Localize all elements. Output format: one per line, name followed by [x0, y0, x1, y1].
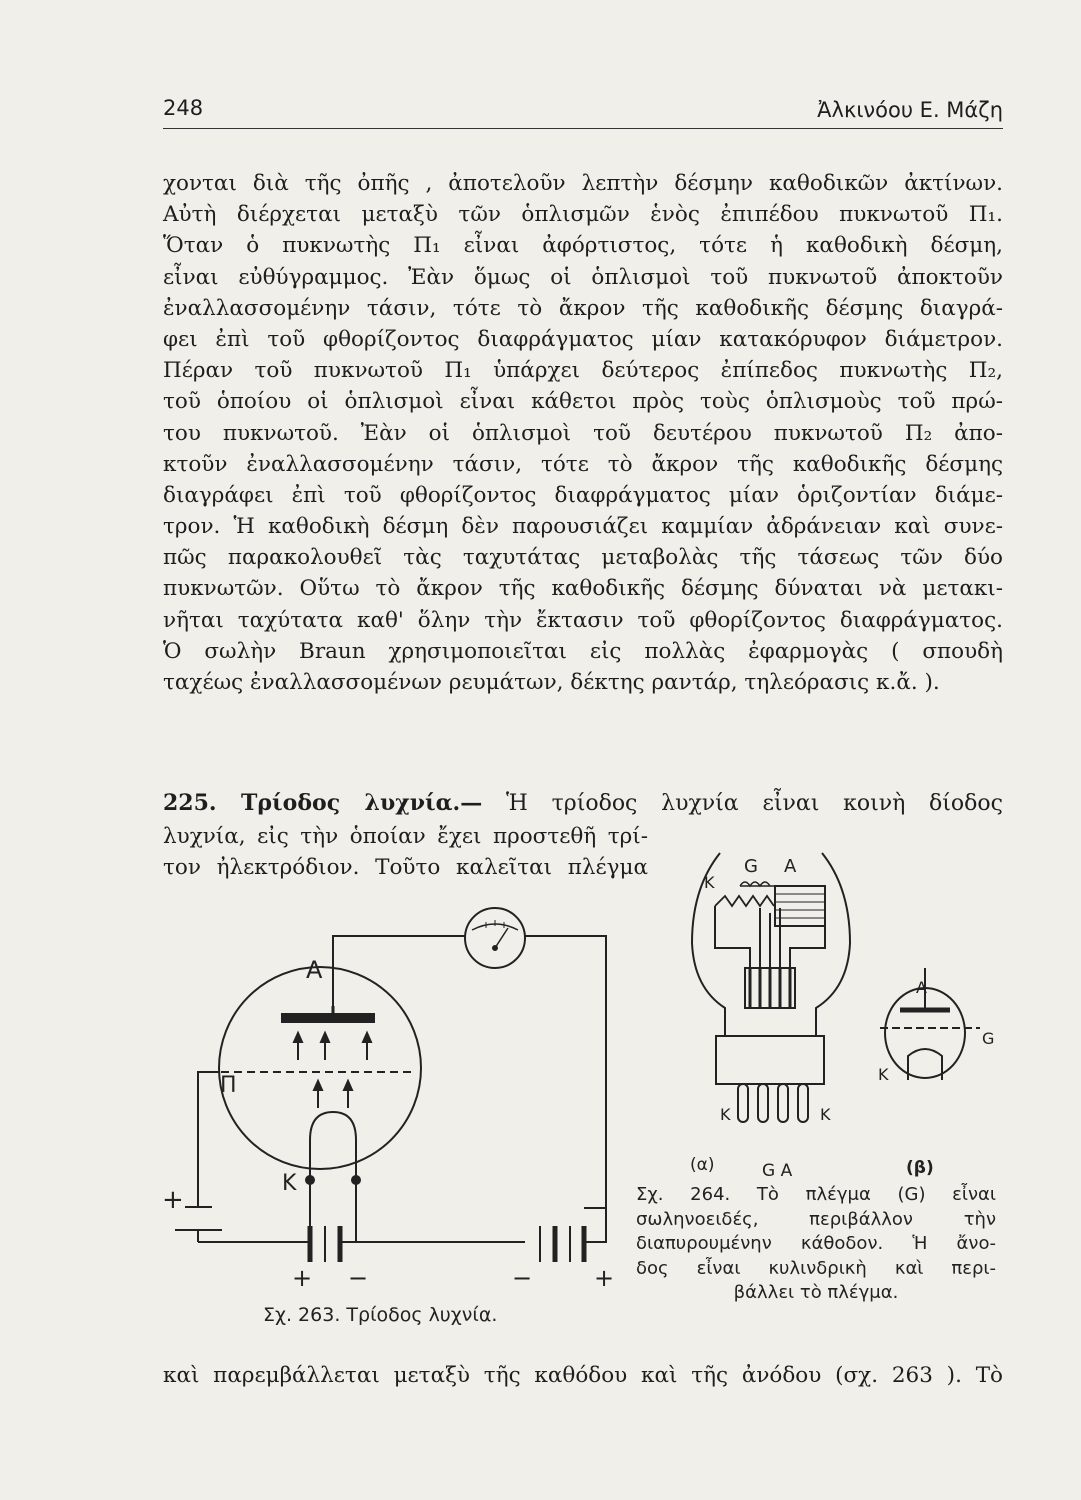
label-b-grid: G	[982, 1029, 995, 1048]
section-continuation	[163, 1360, 1003, 1391]
text-line: ταχέως ἐναλλασσομένων ρευμάτων, δέκτης ραντάρ, τηλεόρασις κ.ἄ. ).	[163, 670, 940, 695]
text-line: καὶ παρεμβάλλεται μεταξὺ τῆς καθόδου καὶ τῆς ἀνόδου (σχ. 263 ). Τὸ	[163, 1363, 1003, 1388]
grid-coil	[740, 882, 775, 886]
header-rule	[163, 128, 1003, 129]
text-line: λυχνία, εἰς τὴν ὁποίαν ἔχει προστεθῆ τρί-	[163, 824, 648, 849]
text-line: πῶς παρακολουθεῖ τὰς ταχυτάτας μεταβολὰς τῆς τάσεως τῶν δύο	[163, 545, 1003, 571]
text-line: νῆται ταχύτατα καθ' ὅλην τὴν ἔκτασιν τοῦ φθορίζοντος διαφράγματος.	[163, 607, 1003, 633]
label-minus-filament: −	[348, 1264, 369, 1292]
text-line: φει ἐπὶ τοῦ φθορίζοντος διαφράγματος μίαν κατακόρυφον διάμετρον.	[163, 326, 1003, 352]
figure-264-tube-construction	[680, 848, 1010, 1183]
figure-264-caption	[636, 1183, 996, 1306]
text-line: χονται διὰ τῆς ὀπῆς , ἀποτελοῦν λεπτὴν δέσμην καθοδικῶν ἀκτίνων.	[163, 171, 1003, 196]
anode-cylinder	[775, 886, 825, 926]
section-first-line	[163, 788, 1003, 819]
section-triode	[163, 788, 1003, 819]
tube-base	[716, 1036, 824, 1084]
section-heading-rest: Ἡ τρίοδος λυχνία εἶναι κοινὴ δίοδος	[505, 791, 1003, 816]
text-line: Ὁ σωλὴν Braun χρησιμοποιεῖται εἰς πολλὰς ἐφαρμογὰς ( σπουδὴ	[163, 638, 1003, 664]
caption-line: Σχ. 264. Τὸ πλέγμα (G) εἶναι	[636, 1184, 996, 1205]
label-pin-k-right: K	[820, 1105, 831, 1124]
label-anode: A	[306, 956, 323, 984]
text-line: Πέραν τοῦ πυκνωτοῦ Π₁ ὑπάρχει δεύτερος ἐπίπεδος πυκνωτὴς Π₂,	[163, 358, 1003, 384]
label-a: A	[784, 856, 797, 877]
paragraph-braun-tube	[163, 168, 1003, 698]
text-line: κτοῦν ἐναλλασσομένην τάσιν, τότε τὸ ἄκρον τῆς καθοδικῆς δέσμης	[163, 451, 1003, 477]
anode-plate	[282, 1014, 374, 1022]
label-b-anode: A	[916, 978, 927, 997]
meter-icon	[465, 908, 525, 968]
label-cathode: K	[282, 1171, 297, 1196]
text-line: ἐναλλασσομένην τάσιν, τότε τὸ ἄκρον τῆς καθοδικῆς δέσμης διαγρά-	[163, 295, 1003, 321]
text-line: του πυκνωτοῦ. Ἐὰν οἱ ὁπλισμοὶ τοῦ δευτέρου πυκνωτοῦ Π₂ ἀπο-	[163, 420, 1003, 446]
text-line: τοῦ ὁποίου οἱ ὁπλισμοὶ εἶναι κάθετοι πρὸς τοὺς ὁπλισμοὺς τοῦ πρώ-	[163, 389, 1003, 415]
text-line: τον ἠλεκτρόδιον. Τοῦτο καλεῖται πλέγμα	[163, 855, 648, 881]
running-head-author: Ἀλκινόου Ε. Μάζη	[817, 98, 1003, 122]
triode-tube	[219, 967, 421, 1169]
cathode-zigzag	[715, 896, 774, 906]
label-plus-anode: +	[594, 1264, 615, 1292]
label-pin-k-left: K	[720, 1105, 731, 1124]
figure-263-caption: Σχ. 263. Τρίοδος λυχνία.	[263, 1304, 498, 1326]
caption-line: σωληνοειδές, περιβάλλον τὴν	[636, 1208, 996, 1230]
label-sub-a: (α)	[690, 1155, 715, 1175]
label-sub-b: (β)	[906, 1158, 934, 1178]
label-minus-anode: −	[512, 1264, 533, 1292]
page-number: 248	[163, 96, 204, 120]
text-line: Αὐτὴ διέρχεται μεταξὺ τῶν ὁπλισμῶν ἑνὸς ἐπιπέδου πυκνωτοῦ Π₁.	[163, 202, 1003, 228]
caption-line: δος εἶναι κυλινδρικὴ καὶ περι-	[636, 1257, 996, 1279]
text-line: τρον. Ἡ καθοδικὴ δέσμη δὲν παρουσιάζει καμμίαν ἀδράνειαν καὶ συνε-	[163, 514, 1003, 540]
label-plus-filament: +	[292, 1264, 313, 1292]
caption-line: βάλλει τὸ πλέγμα.	[733, 1282, 899, 1303]
label-k: K	[704, 873, 715, 892]
text-line: διαγράφει ἐπὶ τοῦ φθορίζοντος διαφράγματος μίαν ὁριζοντίαν διάμε-	[163, 482, 1003, 508]
label-b-cathode: K	[878, 1065, 889, 1084]
text-line: πυκνωτῶν. Οὕτω τὸ ἄκρον τῆς καθοδικῆς δέσμης δύναται νὰ μετακι-	[163, 576, 1003, 602]
figure-263-triode-circuit	[150, 890, 630, 1310]
label-plus-grid: +	[162, 1185, 184, 1215]
section-heading: 225. Τρίοδος λυχνία.—	[163, 790, 483, 816]
text-line: Ὅταν ὁ πυκνωτὴς Π₁ εἶναι ἀφόρτιστος, τότε ἡ καθοδικὴ δέσμη,	[163, 233, 1003, 259]
label-pins-ga: G A	[762, 1161, 793, 1181]
caption-line: διαπυρουμένην κάθοδον. Ἡ ἄνο-	[636, 1233, 996, 1254]
text-line: εἶναι εὐθύγραμμος. Ἐὰν ὅμως οἱ ὁπλισμοὶ τοῦ πυκνωτοῦ ἀποκτοῦν	[163, 264, 1003, 290]
label-grid: Π	[220, 1073, 237, 1098]
label-g: G	[744, 856, 758, 877]
page-header	[163, 92, 1003, 126]
